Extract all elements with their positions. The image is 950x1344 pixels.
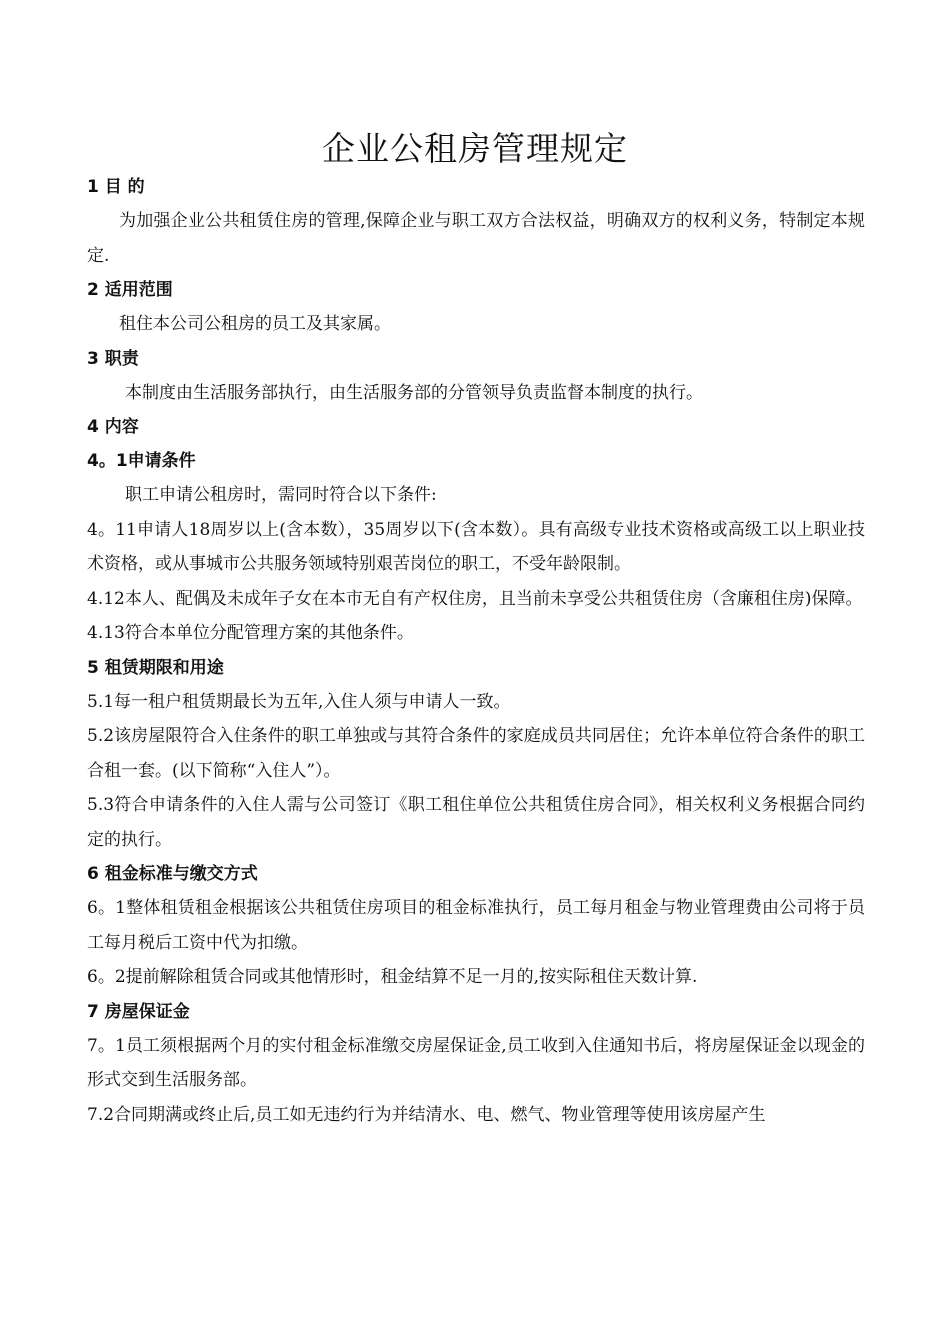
paragraph: 6。1整体租赁租金根据该公共租赁住房项目的租金标准执行，员工每月租金与物业管理费由公司将于员工每月税后工资中代为扣缴。 [87,898,865,953]
paragraph: 5.1每一租户租赁期最长为五年,入住人须与申请人一致。 [87,691,511,712]
paragraph: 4.13符合本单位分配管理方案的其他条件。 [87,623,414,643]
paragraph: 为加强企业公共租赁住房的管理,保障企业与职工双方合法权益，明确双方的权利义务，特制定本规定. [87,211,865,266]
section-heading: 7 房屋保证金 [87,1001,190,1022]
document-title: 企业公租房管理规定 [322,129,628,168]
section-heading: 1 目 的 [87,177,145,197]
paragraph: 5.2该房屋限符合入住条件的职工单独或与其符合条件的家庭成员共同居住；允许本单位符合条件的职工合租一套。(以下简称“入住人”）。 [87,726,865,781]
section-heading: 3 职责 [87,348,139,369]
section-heading: 4。1申请条件 [87,451,196,471]
document-body [87,170,865,1132]
paragraph: 6。2提前解除租赁合同或其他情形时，租金结算不足一月的,按实际租住天数计算. [87,967,698,987]
paragraph: 职工申请公租房时，需同时符合以下条件: [125,485,437,505]
section-heading: 6 租金标准与缴交方式 [87,864,258,884]
paragraph: 7.2合同期满或终止后,员工如无违约行为并结清水、电、燃气、物业管理等使用该房屋产生 [87,1104,766,1125]
paragraph: 租住本公司公租房的员工及其家属。 [119,314,391,334]
section-heading: 2 适用范围 [87,280,173,300]
paragraph: 本制度由生活服务部执行，由生活服务部的分管领导负责监督本制度的执行。 [125,382,703,403]
section-heading: 4 内容 [87,417,139,437]
paragraph: 4。11申请人18周岁以上(含本数），35周岁以下(含本数）。具有高级专业技术资格或高级工以上职业技术资格，或从事城市公共服务领域特别艰苦岗位的职工，不受年龄限制。 [87,519,865,574]
paragraph: 4.12本人、配偶及未成年子女在本市无自有产权住房，且当前未享受公共租赁住房（含廉租住房)保障。 [87,588,863,609]
paragraph: 5.3符合申请条件的入住人需与公司签订《职工租住单位公共租赁住房合同》，相关权利义务根据合同约定的执行。 [87,795,865,850]
paragraph: 7。1员工须根据两个月的实付租金标准缴交房屋保证金,员工收到入住通知书后，将房屋保证金以现金的形式交到生活服务部。 [87,1035,865,1090]
section-heading: 5 租赁期限和用途 [87,657,224,678]
